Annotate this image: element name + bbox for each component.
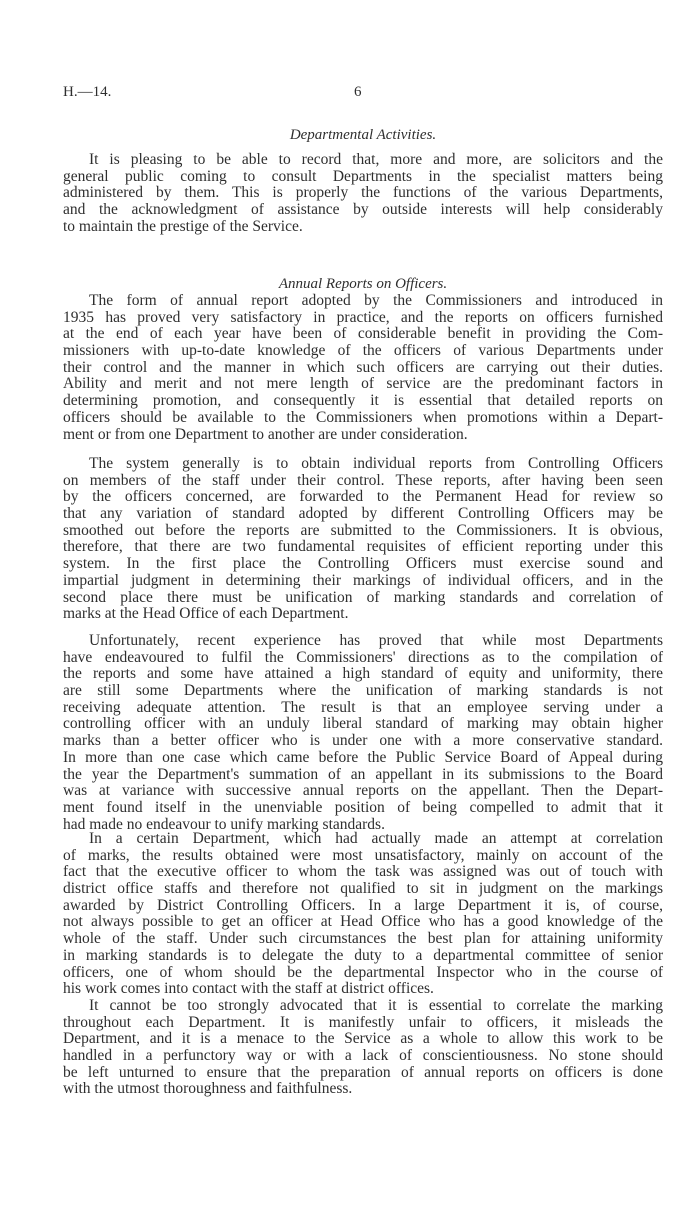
text-line: The system generally is to obtain individual reports from Controlling Officers [89,455,663,472]
text-line: Unfortunately, recent experience has proved that while most Departments [89,632,663,649]
text-line: therefore, that there are two fundamental requisites of efficient reporting under this [63,538,663,556]
text-line: had made no endeavour to unify marking standards. [63,815,385,833]
text-line: handled in a perfunctory way or with a lack of conscientiousness. No stone should [63,1047,663,1065]
text-line: marks at the Head Office of each Department. [63,605,349,623]
text-line: The form of annual report adopted by the Commissioners and introduced in [89,292,663,309]
text-line: In a certain Department, which had actually made an attempt at correlation [89,830,663,847]
text-line: officers, one of whom should be the departmental Inspector who in the course of [63,963,663,981]
page-number: 6 [354,84,362,100]
text-line: of marks, the results obtained were most unsatisfactory, mainly on account of the [63,846,663,864]
paragraph [63,633,663,833]
text-line: Ability and merit and not mere length of service are the predominant factors in [63,375,663,393]
text-line: throughout each Department. It is manifestly unfair to officers, it misleads the [63,1013,663,1031]
paragraph [63,293,663,443]
paragraph [63,831,663,998]
text-line: marks than a better officer who is under one with a more conservative standard. [63,732,663,750]
text-line: district office staffs and therefore not qualified to sit in judgment on the markings [63,880,663,898]
text-line: impartial judgment in determining their markings of individual officers, and in the [63,571,663,589]
text-line: that any variation of standard adopted by different Controlling Officers may be [63,505,663,523]
text-line: have endeavoured to fulfil the Commissioners' directions as to the compilation of [63,648,663,666]
text-line: ment or from one Department to another are under consideration. [63,425,468,443]
text-line: controlling officer with an unduly liberal standard of marking may obtain higher [63,715,663,733]
text-line: the year the Department's summation of an appellant in its submissions to the Board [63,765,663,783]
section-heading-departmental-activities: Departmental Activities. [289,127,437,143]
text-line: In more than one case which came before the Public Service Board of Appeal during [63,748,663,766]
text-line: Department, and it is a menace to the Service as a whole to allow this work to be [63,1030,663,1048]
text-line: officers should be available to the Commissioners when promotions within a Depart- [63,408,663,426]
text-line: whole of the staff. Under such circumstances the best plan for attaining uniformity [63,930,663,948]
text-line: the reports and some have attained a high standard of equity and uniformity, there [63,665,663,683]
text-line: was at variance with successive annual reports on the appellant. Then the Depart- [63,782,663,800]
section-heading-annual-reports: Annual Reports on Officers. [278,276,448,292]
text-line: awarded by District Controlling Officers. In a large Department it is, of course, [63,896,663,914]
text-line: smoothed out before the reports are submitted to the Commissioners. It is obvious, [63,521,663,539]
text-line: It is pleasing to be able to record that, more and more, are solicitors and the [89,151,663,168]
paragraph [63,998,663,1098]
text-line: 1935 has proved very satisfactory in practice, and the reports on officers furnished [63,308,663,326]
text-line: with the utmost thoroughness and faithfulness. [63,1080,353,1098]
document-reference: H.—14. [63,84,112,100]
text-line: system. In the first place the Controlling Officers must exercise sound and [63,555,663,573]
text-line: fact that the executive officer to whom the task was assigned was out of touch with [63,863,663,881]
text-line: general public coming to consult Departments in the specialist matters being [63,167,663,185]
text-line: to maintain the prestige of the Service. [63,217,303,235]
text-line: his work comes into contact with the staff at district offices. [63,980,434,998]
text-line: receiving adequate attention. The result is that an employee serving under a [63,698,663,716]
paragraph [63,152,663,235]
text-line: on members of the staff under their control. These reports, after having been seen [63,471,663,489]
text-line: administered by them. This is properly the functions of the various Departments, [63,184,663,202]
text-line: are still some Departments where the unification of marking standards is not [63,682,663,700]
text-line: by the officers concerned, are forwarded to the Permanent Head for review so [63,488,663,506]
text-line: It cannot be too strongly advocated that it is essential to correlate the marking [89,997,663,1014]
text-line: not always possible to get an officer at Head Office who has a good knowledge of the [63,913,663,931]
text-line: ment found itself in the unenviable position of being compelled to admit that it [63,798,663,816]
text-line: be left unturned to ensure that the preparation of annual reports on officers is done [63,1063,663,1081]
text-line: second place there must be unification of marking standards and correlation of [63,588,663,606]
text-line: and the acknowledgment of assistance by outside interests will help considerably [63,201,663,219]
text-line: their control and the manner in which such officers are carrying out their duties. [63,358,663,376]
text-line: determining promotion, and consequently it is essential that detailed reports on [63,392,663,410]
paragraph [63,456,663,623]
text-line: missioners with up-to-date knowledge of the officers of various Departments under [63,342,663,360]
text-line: in marking standards is to delegate the duty to a departmental committee of senior [63,946,663,964]
text-line: at the end of each year have been of considerable benefit in providing the Com- [63,325,663,343]
